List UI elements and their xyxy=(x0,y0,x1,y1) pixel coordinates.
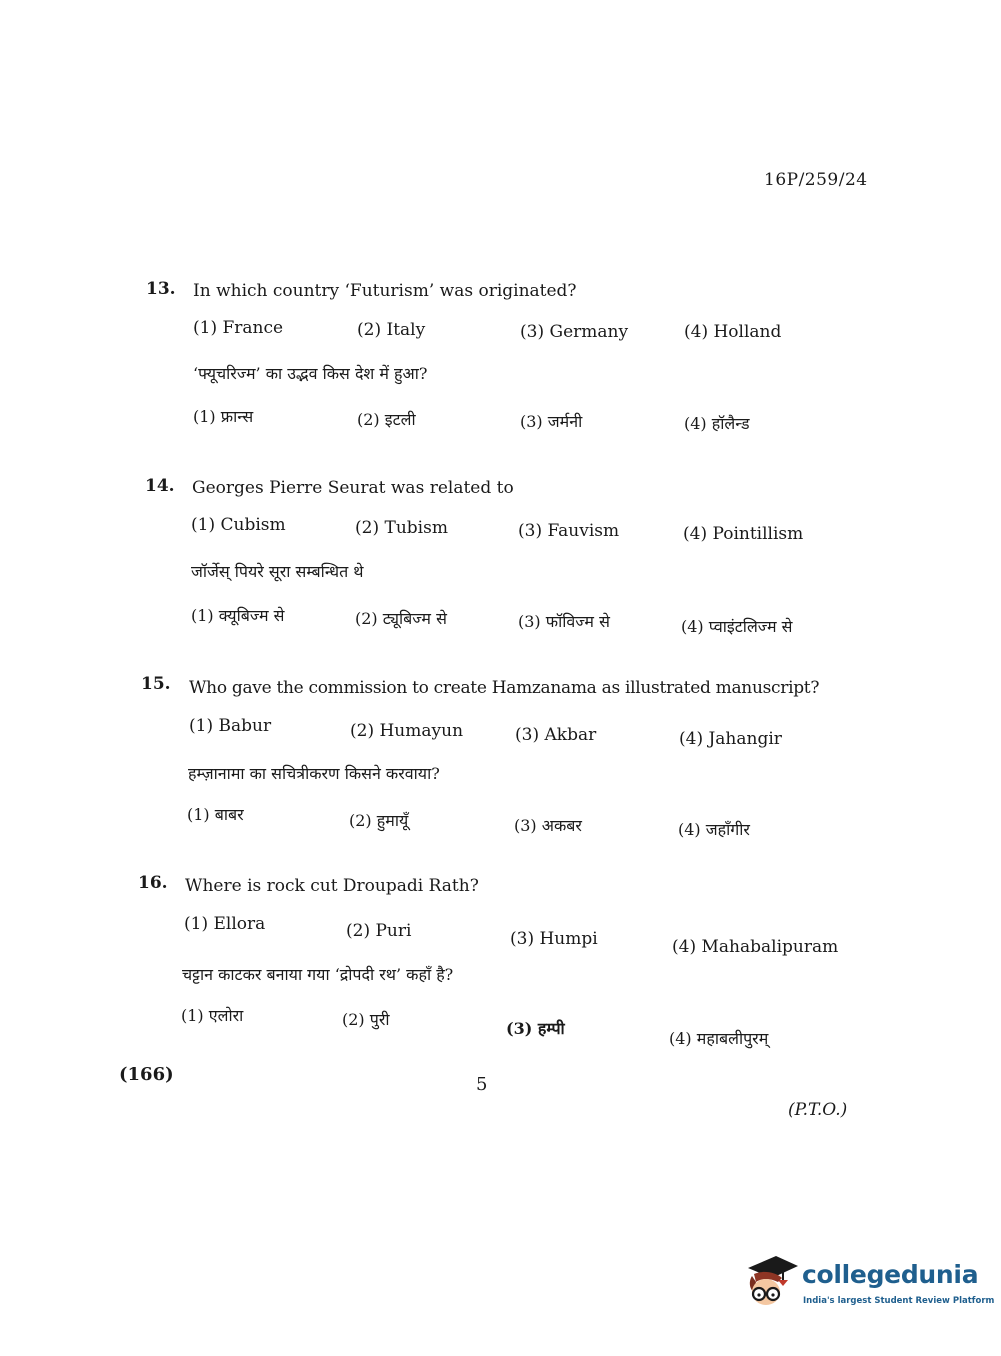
brand-tagline: India's largest Student Review Platform xyxy=(803,1296,995,1306)
collegedunia-brand xyxy=(742,1248,995,1314)
option-hi-1: (1) फ्रान्स xyxy=(193,407,254,426)
option-hi-3: (3) जर्मनी xyxy=(520,412,583,431)
option-en-2: (2) Humayun xyxy=(350,721,464,741)
option-hi-4: (4) प्वाइंटलिज्म से xyxy=(681,617,793,636)
option-en-2: (2) Tubism xyxy=(355,518,448,538)
paper-code: 16P/259/24 xyxy=(764,170,868,190)
question-text-en: In which country ‘Futurism’ was originated? xyxy=(193,281,577,301)
question-number: 13. xyxy=(146,279,176,299)
option-en-2: (2) Italy xyxy=(357,320,426,340)
question-text-en: Who gave the commission to create Hamzanama as illustrated manuscript? xyxy=(189,678,820,698)
page-number: 5 xyxy=(476,1074,488,1095)
option-en-4: (4) Jahangir xyxy=(679,729,782,749)
option-hi-1: (1) बाबर xyxy=(187,805,244,824)
question-number: 14. xyxy=(145,476,175,496)
option-en-4: (4) Mahabalipuram xyxy=(672,937,839,957)
question-number: 15. xyxy=(141,674,171,694)
option-en-4: (4) Pointillism xyxy=(683,524,804,544)
option-en-1: (1) France xyxy=(193,318,284,338)
question-text-en: Where is rock cut Droupadi Rath? xyxy=(185,876,479,896)
option-hi-3: (3) अकबर xyxy=(514,816,582,835)
question-text-en: Georges Pierre Seurat was related to xyxy=(192,478,514,498)
brand-name: collegedunia xyxy=(802,1260,979,1289)
option-hi-1: (1) क्यूबिज्म से xyxy=(191,606,285,625)
option-en-1: (1) Babur xyxy=(189,716,272,736)
pto-label: (P.T.O.) xyxy=(788,1100,848,1120)
option-hi-2: (2) ट्यूबिज्म से xyxy=(355,609,447,628)
option-hi-2: (2) पुरी xyxy=(342,1010,390,1029)
option-hi-4: (4) जहाँगीर xyxy=(678,820,750,839)
option-en-3: (3) Fauvism xyxy=(518,521,620,541)
question-text-hi: ‘फ्यूचरिज्म’ का उद्भव किस देश में हुआ? xyxy=(193,364,428,383)
option-en-3: (3) Germany xyxy=(520,322,629,342)
option-en-1: (1) Cubism xyxy=(191,515,286,535)
question-text-hi: चट्टान काटकर बनाया गया ‘द्रोपदी रथ’ कहाँ है? xyxy=(182,965,454,984)
option-hi-3: (3) फॉविज्म से xyxy=(518,612,610,631)
question-text-hi: जॉर्जेस् पियरे सूरा सम्बन्धित थे xyxy=(191,562,364,581)
question-number: 16. xyxy=(138,873,168,893)
option-en-3: (3) Akbar xyxy=(515,725,597,745)
option-hi-4: (4) हॉलैन्ड xyxy=(684,414,750,433)
option-hi-1: (1) एलोरा xyxy=(181,1006,244,1025)
question-text-hi: हम्ज़ानामा का सचित्रीकरण किसने करवाया? xyxy=(188,764,440,783)
booklet-code: (166) xyxy=(119,1064,174,1085)
option-hi-2: (2) इटली xyxy=(357,410,416,429)
option-hi-2: (2) हुमायूँ xyxy=(349,811,409,830)
option-hi-3: (3) हम्पी xyxy=(506,1019,565,1038)
graduate-mascot-icon xyxy=(742,1252,800,1310)
option-en-2: (2) Puri xyxy=(346,921,412,941)
option-hi-4: (4) महाबलीपुरम् xyxy=(669,1029,769,1048)
option-en-1: (1) Ellora xyxy=(184,914,266,934)
option-en-3: (3) Humpi xyxy=(510,929,598,949)
option-en-4: (4) Holland xyxy=(684,322,782,342)
